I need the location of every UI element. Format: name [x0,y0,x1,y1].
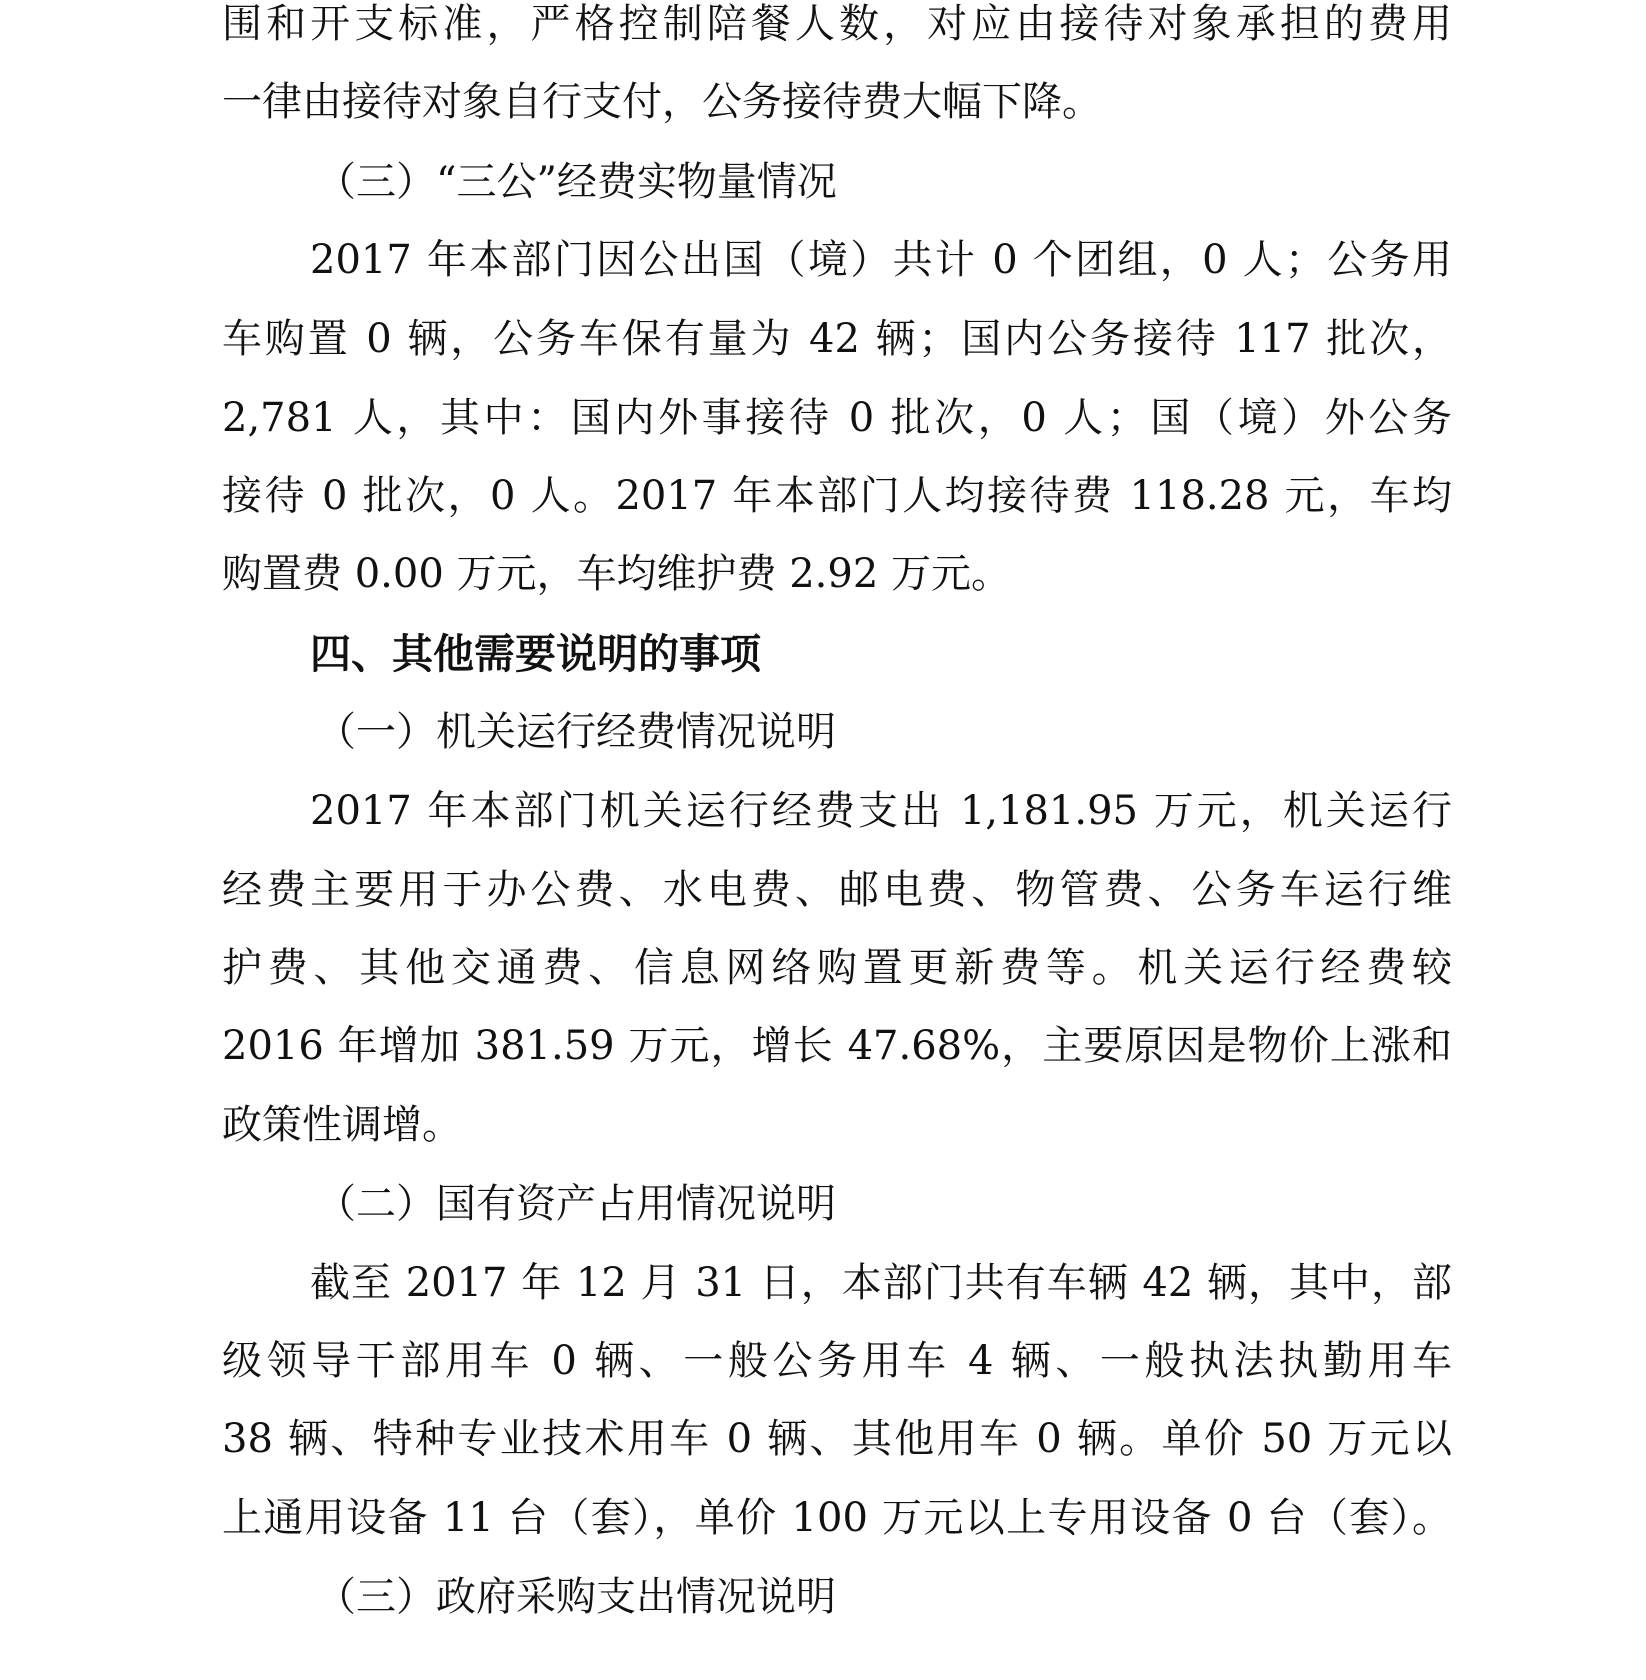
paragraph-line: 护费、其他交通费、信息网络购置更新费等。机关运行经费较 [222,945,1452,991]
paragraph-line: 38 辆、特种专业技术用车 0 辆、其他用车 0 辆。单价 50 万元以 [222,1416,1452,1462]
paragraph-line: 上通用设备 11 台（套），单价 100 万元以上专用设备 0 台（套）。 [222,1495,1452,1541]
subsection-heading: （三）政府采购支出情况说明 [316,1574,836,1620]
section-heading: 四、其他需要说明的事项 [310,630,761,678]
paragraph-line: 经费主要用于办公费、水电费、邮电费、物管费、公务车运行维 [222,867,1452,913]
subsection-heading: （二）国有资产占用情况说明 [316,1181,836,1227]
paragraph-line: 围和开支标准，严格控制陪餐人数，对应由接待对象承担的费用 [222,1,1452,47]
paragraph-line: 2016 年增加 381.59 万元，增长 47.68%，主要原因是物价上涨和 [222,1023,1452,1069]
paragraph-line: 2,781 人，其中：国内外事接待 0 批次，0 人；国（境）外公务 [222,395,1452,441]
paragraph-line: 车购置 0 辆，公务车保有量为 42 辆；国内公务接待 117 批次， [222,316,1452,362]
paragraph-line: 级领导干部用车 0 辆、一般公务用车 4 辆、一般执法执勤用车 [222,1338,1452,1384]
paragraph-line: 一律由接待对象自行支付，公务接待费大幅下降。 [222,79,1102,125]
paragraph-line: 购置费 0.00 万元，车均维护费 2.92 万元。 [222,551,1011,597]
subsection-heading: （三）“三公”经费实物量情况 [316,159,837,205]
subsection-heading: （一）机关运行经费情况说明 [316,709,836,755]
paragraph-line: 截至 2017 年 12 月 31 日，本部门共有车辆 42 辆，其中，部 [310,1260,1452,1306]
paragraph-line: 接待 0 批次，0 人。2017 年本部门人均接待费 118.28 元，车均 [222,473,1452,519]
paragraph-line: 2017 年本部门因公出国（境）共计 0 个团组，0 人；公务用 [310,237,1452,283]
paragraph-line: 政策性调增。 [222,1102,462,1148]
paragraph-line: 2017 年本部门机关运行经费支出 1,181.95 万元，机关运行 [310,788,1452,834]
